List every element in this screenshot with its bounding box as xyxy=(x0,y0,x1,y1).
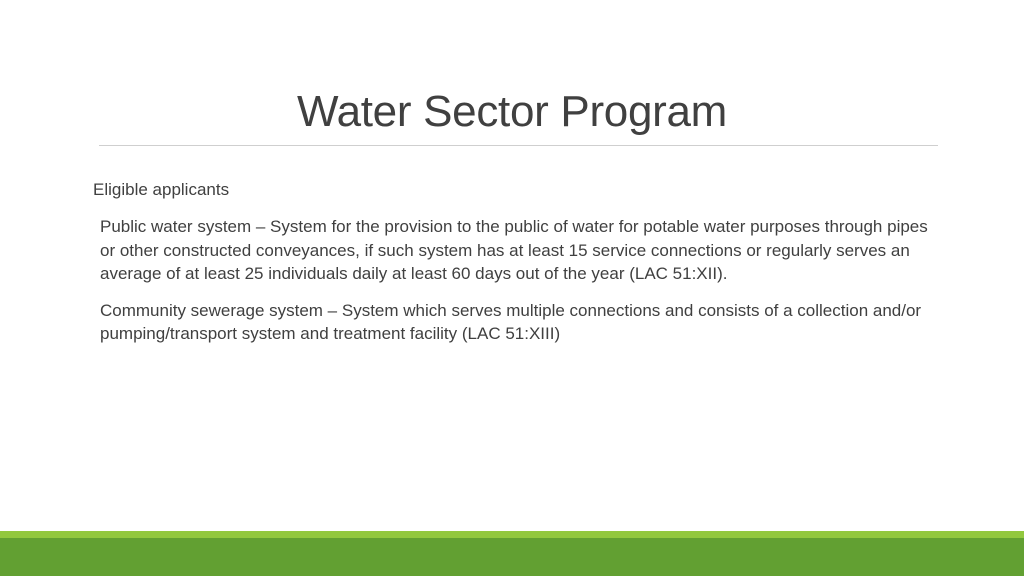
paragraph-community-sewerage-system: Community sewerage system – System which serves multiple connections and consists of a collection and/or pumping/transport system and treatment facility (LAC 51:XIII) xyxy=(100,300,922,343)
section-heading: Eligible applicants xyxy=(93,180,230,199)
paragraph-public-water-system: Public water system – System for the provision to the public of water for potable water purposes through pipes or other constructed conveyances, if such system has at least 15 service connections or regularly serves an average of at least 25 individuals daily at least 60 days out of the year (LAC 51:XII). xyxy=(100,217,928,283)
slide-title: Water Sector Program xyxy=(296,87,728,136)
title-divider xyxy=(99,145,938,146)
slide-body xyxy=(93,178,943,359)
footer-bar xyxy=(0,538,1024,576)
footer-accent-stripe xyxy=(0,531,1024,538)
